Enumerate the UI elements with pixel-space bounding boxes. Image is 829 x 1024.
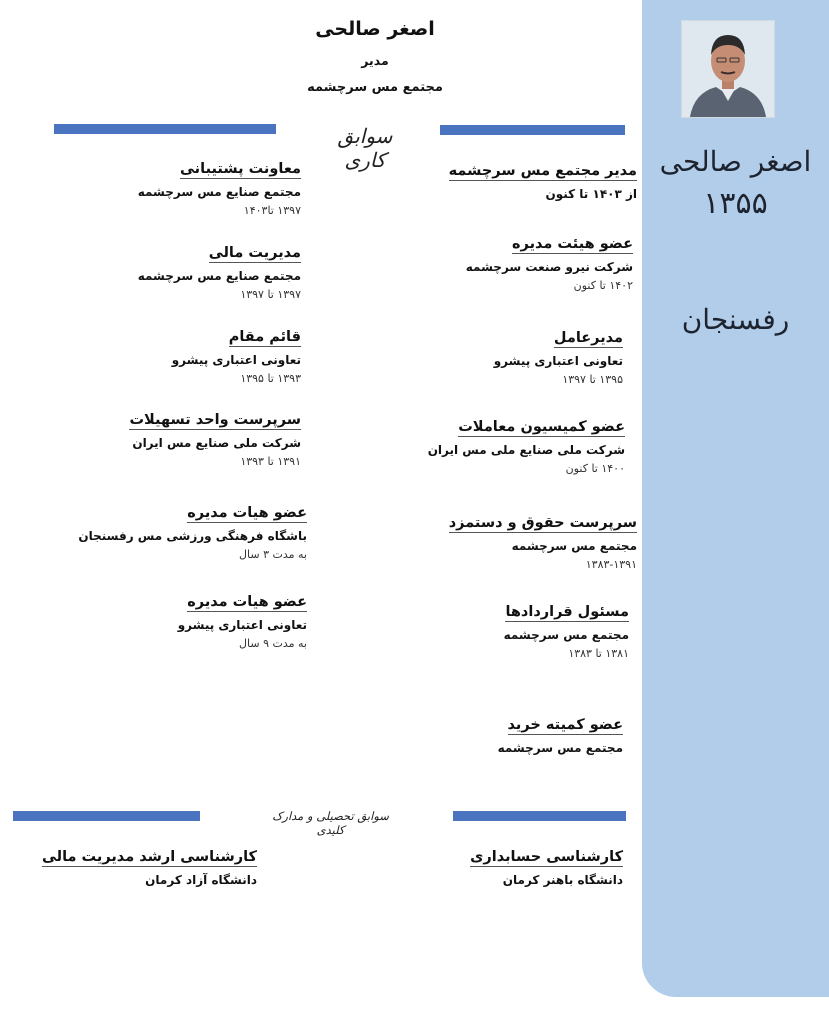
- header-role: مدیر: [361, 53, 389, 68]
- sidebar-city: رفسنجان: [681, 303, 790, 336]
- education-entry: [17, 846, 257, 890]
- work-entry: [409, 601, 629, 663]
- sidebar-name: اصغر صالحی: [659, 145, 812, 178]
- work-entry: [403, 327, 623, 389]
- work-entry: [81, 242, 301, 304]
- job-period: ۱۳۸۳-۱۳۹۱: [585, 558, 637, 571]
- degree-title: کارشناسی حسابداری: [470, 849, 623, 865]
- job-organization: شرکت نیرو صنعت سرچشمه: [465, 260, 633, 274]
- section-divider-left: [54, 124, 276, 134]
- education-entry: [383, 846, 623, 890]
- job-period: ۱۴۰۰ تا کنون: [565, 462, 625, 475]
- job-title: مدیر مجتمع مس سرچشمه: [448, 163, 637, 179]
- job-period: به مدت ۳ سال: [239, 548, 307, 561]
- job-organization: از ۱۴۰۳ تا کنون: [545, 187, 637, 201]
- job-period: به مدت ۹ سال: [239, 637, 307, 650]
- page-title: اصغر صالحی: [315, 18, 435, 40]
- job-organization: شرکت ملی صنایع مس ایران: [132, 436, 301, 450]
- job-period: ۱۳۸۱ تا ۱۳۸۳: [568, 647, 629, 660]
- job-title: قائم مقام: [228, 329, 301, 345]
- job-title: سرپرست حقوق و دستمزد: [448, 515, 637, 531]
- job-organization: مجتمع صنایع مس سرچشمه: [137, 185, 301, 199]
- degree-title: کارشناسی ارشد مدیریت مالی: [41, 849, 257, 865]
- education-section-title: سوابق تحصیلی و مدارک کلیدی: [272, 809, 389, 837]
- job-title: عضو هیئت مدیره: [512, 236, 633, 252]
- job-title: مدیرعامل: [553, 330, 623, 346]
- job-organization: مجتمع مس سرچشمه: [511, 539, 637, 553]
- work-section-title: سوابق کاری: [337, 124, 393, 172]
- header-company: مجتمع مس سرچشمه: [307, 80, 443, 95]
- job-organization: شرکت ملی صنایع ملی مس ایران: [427, 443, 625, 457]
- work-entry: [87, 591, 307, 653]
- job-title: عضو هیات مدیره: [187, 505, 307, 521]
- work-entry: [413, 233, 633, 295]
- job-title: عضو کمیته خرید: [507, 717, 623, 733]
- job-period: ۱۳۹۷ تا۱۴۰۳: [243, 204, 301, 217]
- job-period: ۱۳۹۷ تا ۱۳۹۷: [240, 288, 301, 301]
- work-entry: [81, 158, 301, 220]
- job-period: ۱۳۹۵ تا ۱۳۹۷: [562, 373, 623, 386]
- work-entry: [403, 714, 623, 758]
- job-title: عضو هیات مدیره: [187, 594, 307, 610]
- job-title: سرپرست واحد تسهیلات: [129, 412, 301, 428]
- edu-divider-right: [453, 811, 626, 821]
- work-entry: [417, 160, 637, 204]
- job-organization: مجتمع مس سرچشمه: [503, 628, 629, 642]
- job-organization: تعاونی اعتباری پیشرو: [493, 354, 623, 368]
- job-title: مدیریت مالی: [208, 245, 301, 261]
- sidebar-birth-year: ۱۳۵۵: [703, 186, 768, 221]
- section-divider-right: [440, 125, 625, 135]
- work-entry: [417, 512, 637, 574]
- job-title: عضو کمیسیون معاملات: [458, 419, 625, 435]
- edu-divider-left: [13, 811, 200, 821]
- university-name: دانشگاه آزاد کرمان: [145, 873, 257, 887]
- university-name: دانشگاه باهنر کرمان: [502, 873, 623, 887]
- work-entry: [81, 409, 301, 471]
- job-title: معاونت پشتیبانی: [180, 161, 301, 177]
- job-period: ۱۳۹۱ تا ۱۳۹۳: [240, 455, 301, 468]
- job-period: ۱۴۰۲ تا کنون: [573, 279, 633, 292]
- work-entry: [385, 416, 625, 478]
- job-period: ۱۳۹۳ تا ۱۳۹۵: [240, 372, 301, 385]
- job-organization: تعاونی اعتباری پیشرو: [171, 353, 301, 367]
- job-organization: تعاونی اعتباری پیشرو: [177, 618, 307, 632]
- job-organization: باشگاه فرهنگی ورزشی مس رفسنجان: [78, 529, 307, 543]
- work-entry: [67, 502, 307, 564]
- work-entry: [81, 326, 301, 388]
- job-title: مسئول قراردادها: [505, 604, 629, 620]
- job-organization: مجتمع مس سرچشمه: [497, 741, 623, 755]
- job-organization: مجتمع صنایع مس سرچشمه: [137, 269, 301, 283]
